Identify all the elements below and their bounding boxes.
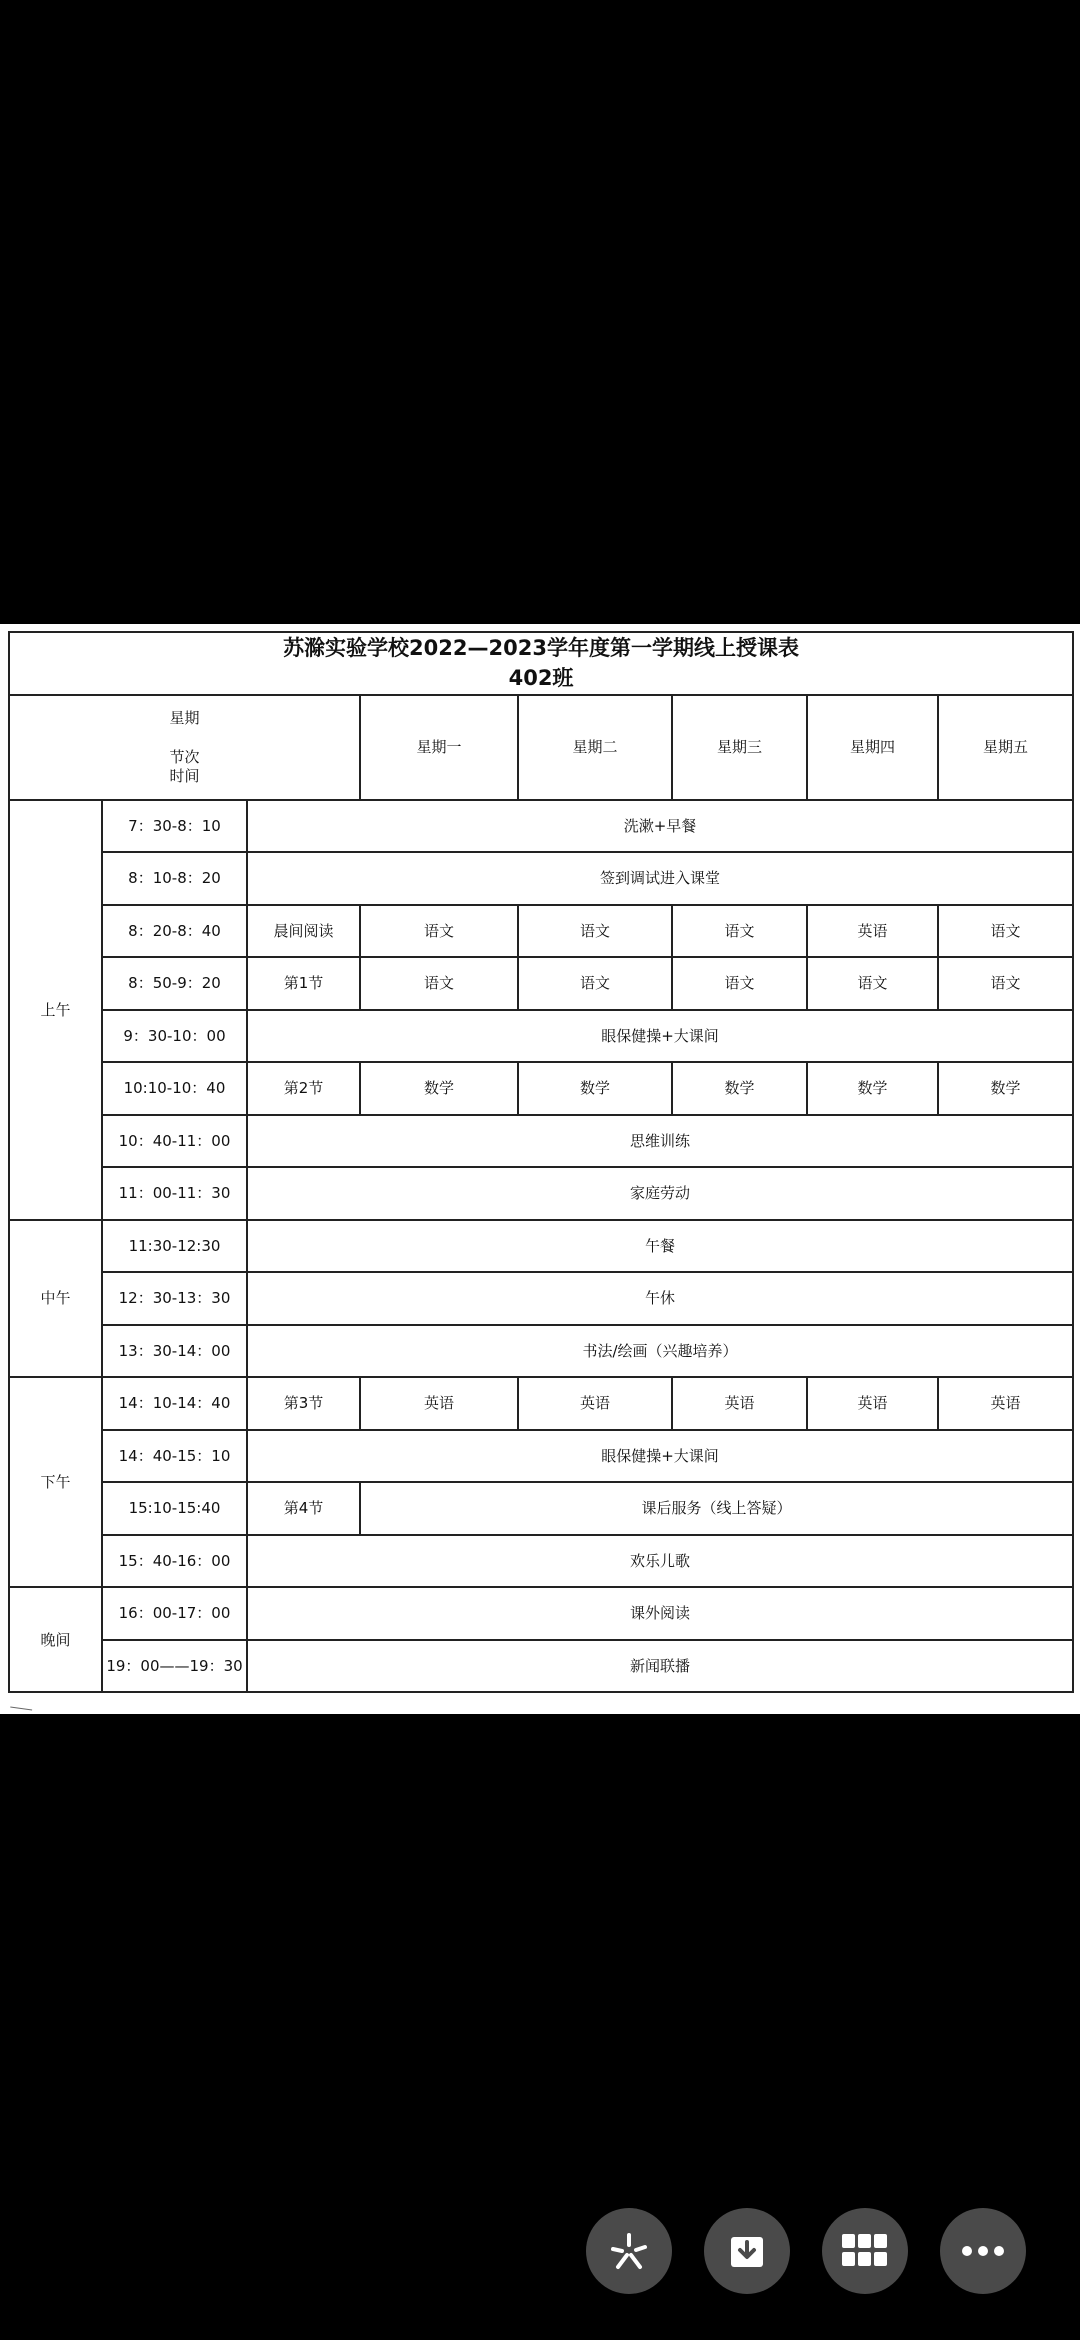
class-cell: 数学 bbox=[360, 1062, 518, 1115]
more-button[interactable] bbox=[940, 2208, 1026, 2294]
activity-cell: 课外阅读 bbox=[247, 1587, 1073, 1640]
activity-cell: 课后服务（线上答疑） bbox=[360, 1482, 1073, 1535]
period-cell: 第1节 bbox=[247, 957, 360, 1010]
edge-mark bbox=[10, 1706, 32, 1713]
time-cell: 10:10-10：40 bbox=[102, 1062, 247, 1115]
time-cell: 11:30-12:30 bbox=[102, 1220, 247, 1273]
activity-cell: 签到调试进入课堂 bbox=[247, 852, 1073, 905]
timetable-title bbox=[9, 632, 1073, 695]
time-cell: 15：40-16：00 bbox=[102, 1535, 247, 1588]
activity-cell: 午休 bbox=[247, 1272, 1073, 1325]
time-cell: 12：30-13：30 bbox=[102, 1272, 247, 1325]
more-icon bbox=[961, 2245, 1005, 2257]
activity-cell: 欢乐儿歌 bbox=[247, 1535, 1073, 1588]
document-image bbox=[0, 624, 1080, 1714]
activity-cell: 思维训练 bbox=[247, 1115, 1073, 1168]
sparkle-icon bbox=[607, 2229, 651, 2273]
timetable bbox=[8, 631, 1074, 1693]
download-button[interactable] bbox=[704, 2208, 790, 2294]
corner-week-label: 星期 bbox=[169, 709, 200, 728]
group-afternoon: 下午 bbox=[9, 1377, 102, 1587]
header-wednesday: 星期三 bbox=[672, 695, 807, 800]
time-cell: 14：10-14：40 bbox=[102, 1377, 247, 1430]
class-cell: 语文 bbox=[938, 905, 1073, 958]
period-cell: 晨间阅读 bbox=[247, 905, 360, 958]
time-cell: 15:10-15:40 bbox=[102, 1482, 247, 1535]
class-cell: 英语 bbox=[938, 1377, 1073, 1430]
class-cell: 英语 bbox=[807, 1377, 938, 1430]
class-cell: 语文 bbox=[672, 957, 807, 1010]
activity-cell: 洗漱+早餐 bbox=[247, 800, 1073, 853]
time-cell: 13：30-14：00 bbox=[102, 1325, 247, 1378]
activity-cell: 新闻联播 bbox=[247, 1640, 1073, 1693]
time-cell: 10：40-11：00 bbox=[102, 1115, 247, 1168]
class-cell: 英语 bbox=[672, 1377, 807, 1430]
class-cell: 英语 bbox=[807, 905, 938, 958]
time-cell: 11：00-11：30 bbox=[102, 1167, 247, 1220]
class-cell: 语文 bbox=[518, 905, 672, 958]
time-cell: 8：10-8：20 bbox=[102, 852, 247, 905]
sparkle-button[interactable] bbox=[586, 2208, 672, 2294]
activity-cell: 眼保健操+大课间 bbox=[247, 1430, 1073, 1483]
grid-icon bbox=[842, 2234, 888, 2268]
class-cell: 语文 bbox=[360, 957, 518, 1010]
title-class: 402班 bbox=[508, 666, 574, 691]
time-cell: 8：20-8：40 bbox=[102, 905, 247, 958]
class-cell: 语文 bbox=[938, 957, 1073, 1010]
class-cell: 语文 bbox=[807, 957, 938, 1010]
group-evening: 晚间 bbox=[9, 1587, 102, 1692]
time-cell: 7：30-8：10 bbox=[102, 800, 247, 853]
corner-time-label: 时间 bbox=[169, 766, 200, 785]
class-cell: 语文 bbox=[672, 905, 807, 958]
activity-cell: 眼保健操+大课间 bbox=[247, 1010, 1073, 1063]
period-cell: 第2节 bbox=[247, 1062, 360, 1115]
class-cell: 语文 bbox=[360, 905, 518, 958]
class-cell: 语文 bbox=[518, 957, 672, 1010]
time-cell: 14：40-15：10 bbox=[102, 1430, 247, 1483]
time-cell: 8：50-9：20 bbox=[102, 957, 247, 1010]
class-cell: 数学 bbox=[518, 1062, 672, 1115]
group-noon: 中午 bbox=[9, 1220, 102, 1378]
class-cell: 数学 bbox=[938, 1062, 1073, 1115]
class-cell: 数学 bbox=[807, 1062, 938, 1115]
header-tuesday: 星期二 bbox=[518, 695, 672, 800]
header-corner bbox=[9, 695, 360, 800]
grid-button[interactable] bbox=[822, 2208, 908, 2294]
title-school: 苏滁实验学校2022—2023学年度第一学期线上授课表 bbox=[283, 636, 799, 660]
time-cell: 16：00-17：00 bbox=[102, 1587, 247, 1640]
group-morning: 上午 bbox=[9, 800, 102, 1220]
corner-period-label: 节次 bbox=[169, 748, 200, 766]
header-thursday: 星期四 bbox=[807, 695, 938, 800]
header-monday: 星期一 bbox=[360, 695, 518, 800]
class-cell: 英语 bbox=[518, 1377, 672, 1430]
activity-cell: 家庭劳动 bbox=[247, 1167, 1073, 1220]
class-cell: 英语 bbox=[360, 1377, 518, 1430]
period-cell: 第3节 bbox=[247, 1377, 360, 1430]
time-cell: 9：30-10：00 bbox=[102, 1010, 247, 1063]
class-cell: 数学 bbox=[672, 1062, 807, 1115]
header-friday: 星期五 bbox=[938, 695, 1073, 800]
activity-cell: 书法/绘画（兴趣培养） bbox=[247, 1325, 1073, 1378]
activity-cell: 午餐 bbox=[247, 1220, 1073, 1273]
period-cell: 第4节 bbox=[247, 1482, 360, 1535]
time-cell: 19：00——19：30 bbox=[102, 1640, 247, 1693]
download-icon bbox=[725, 2229, 769, 2273]
